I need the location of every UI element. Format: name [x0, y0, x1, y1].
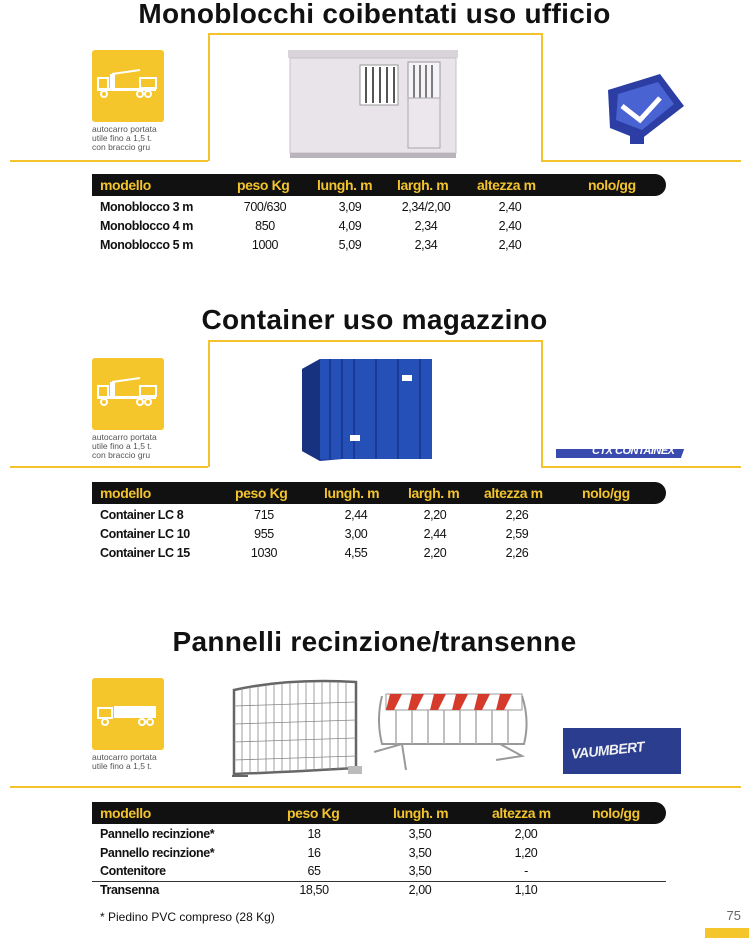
containex-logo: CTX CONTAINEX	[556, 444, 686, 460]
table-row: Container LC 15 1030 4,55 2,20 2,26	[100, 546, 529, 560]
section-title: Container uso magazzino	[201, 304, 548, 335]
frame-line	[208, 33, 210, 161]
truck-note: autocarro portata utile fino a 1,5 t.	[92, 752, 157, 771]
truck-note: autocarro portata utile fino a 1,5 t. con braccio gru	[92, 124, 157, 152]
vaumbert-logo: VAUMBERT	[563, 728, 681, 774]
truck-crane-icon	[92, 358, 164, 430]
frame-line	[541, 33, 543, 161]
storage-container-image	[300, 355, 435, 465]
table-header: modello peso Kg lungh. m largh. m altezza m nolo/gg	[92, 482, 666, 504]
table-row: Monoblocco 3 m 700/630 3,09 2,34/2,00 2,40	[100, 200, 522, 214]
table-row: Pannello recinzione* 16 3,50 1,20	[100, 846, 538, 860]
table-row: Container LC 10 955 3,00 2,44 2,59	[100, 527, 529, 541]
frame-line	[208, 33, 541, 35]
table-row: Transenna 18,50 2,00 1,10	[100, 883, 538, 897]
frame-line	[541, 466, 741, 468]
table-row: Pannello recinzione* 18 3,50 2,00	[100, 827, 538, 841]
frame-line	[10, 160, 208, 162]
section-title: Pannelli recinzione/transenne	[172, 626, 577, 657]
section-title: Monoblocchi coibentati uso ufficio	[138, 0, 611, 29]
table-header: modello peso Kg lungh. m altezza m nolo/gg	[92, 802, 666, 824]
table-row: Contenitore 65 3,50 -	[100, 864, 528, 878]
fence-panel-image	[228, 676, 364, 784]
table-row: Container LC 8 715 2,44 2,20 2,26	[100, 508, 529, 522]
barrier-image	[372, 690, 530, 772]
office-monoblock-image	[280, 40, 465, 160]
frame-line	[208, 340, 210, 467]
table-header: modello peso Kg lungh. m largh. m altezza m nolo/gg	[92, 174, 666, 196]
table-row: Monoblocco 5 m 1000 5,09 2,34 2,40	[100, 238, 522, 252]
page-accent-bar	[705, 928, 749, 938]
truck-crane-icon	[92, 50, 164, 122]
page-number: 75	[726, 908, 741, 923]
manufacturer-logo	[600, 70, 686, 152]
truck-note: autocarro portata utile fino a 1,5 t. con braccio gru	[92, 432, 157, 460]
frame-line	[541, 340, 543, 467]
frame-line	[541, 160, 741, 162]
footnote: * Piedino PVC compreso (28 Kg)	[100, 910, 275, 924]
frame-line	[10, 786, 741, 788]
truck-icon	[92, 678, 164, 750]
frame-line	[208, 340, 541, 342]
frame-line	[10, 466, 208, 468]
table-row: Monoblocco 4 m 850 4,09 2,34 2,40	[100, 219, 522, 233]
